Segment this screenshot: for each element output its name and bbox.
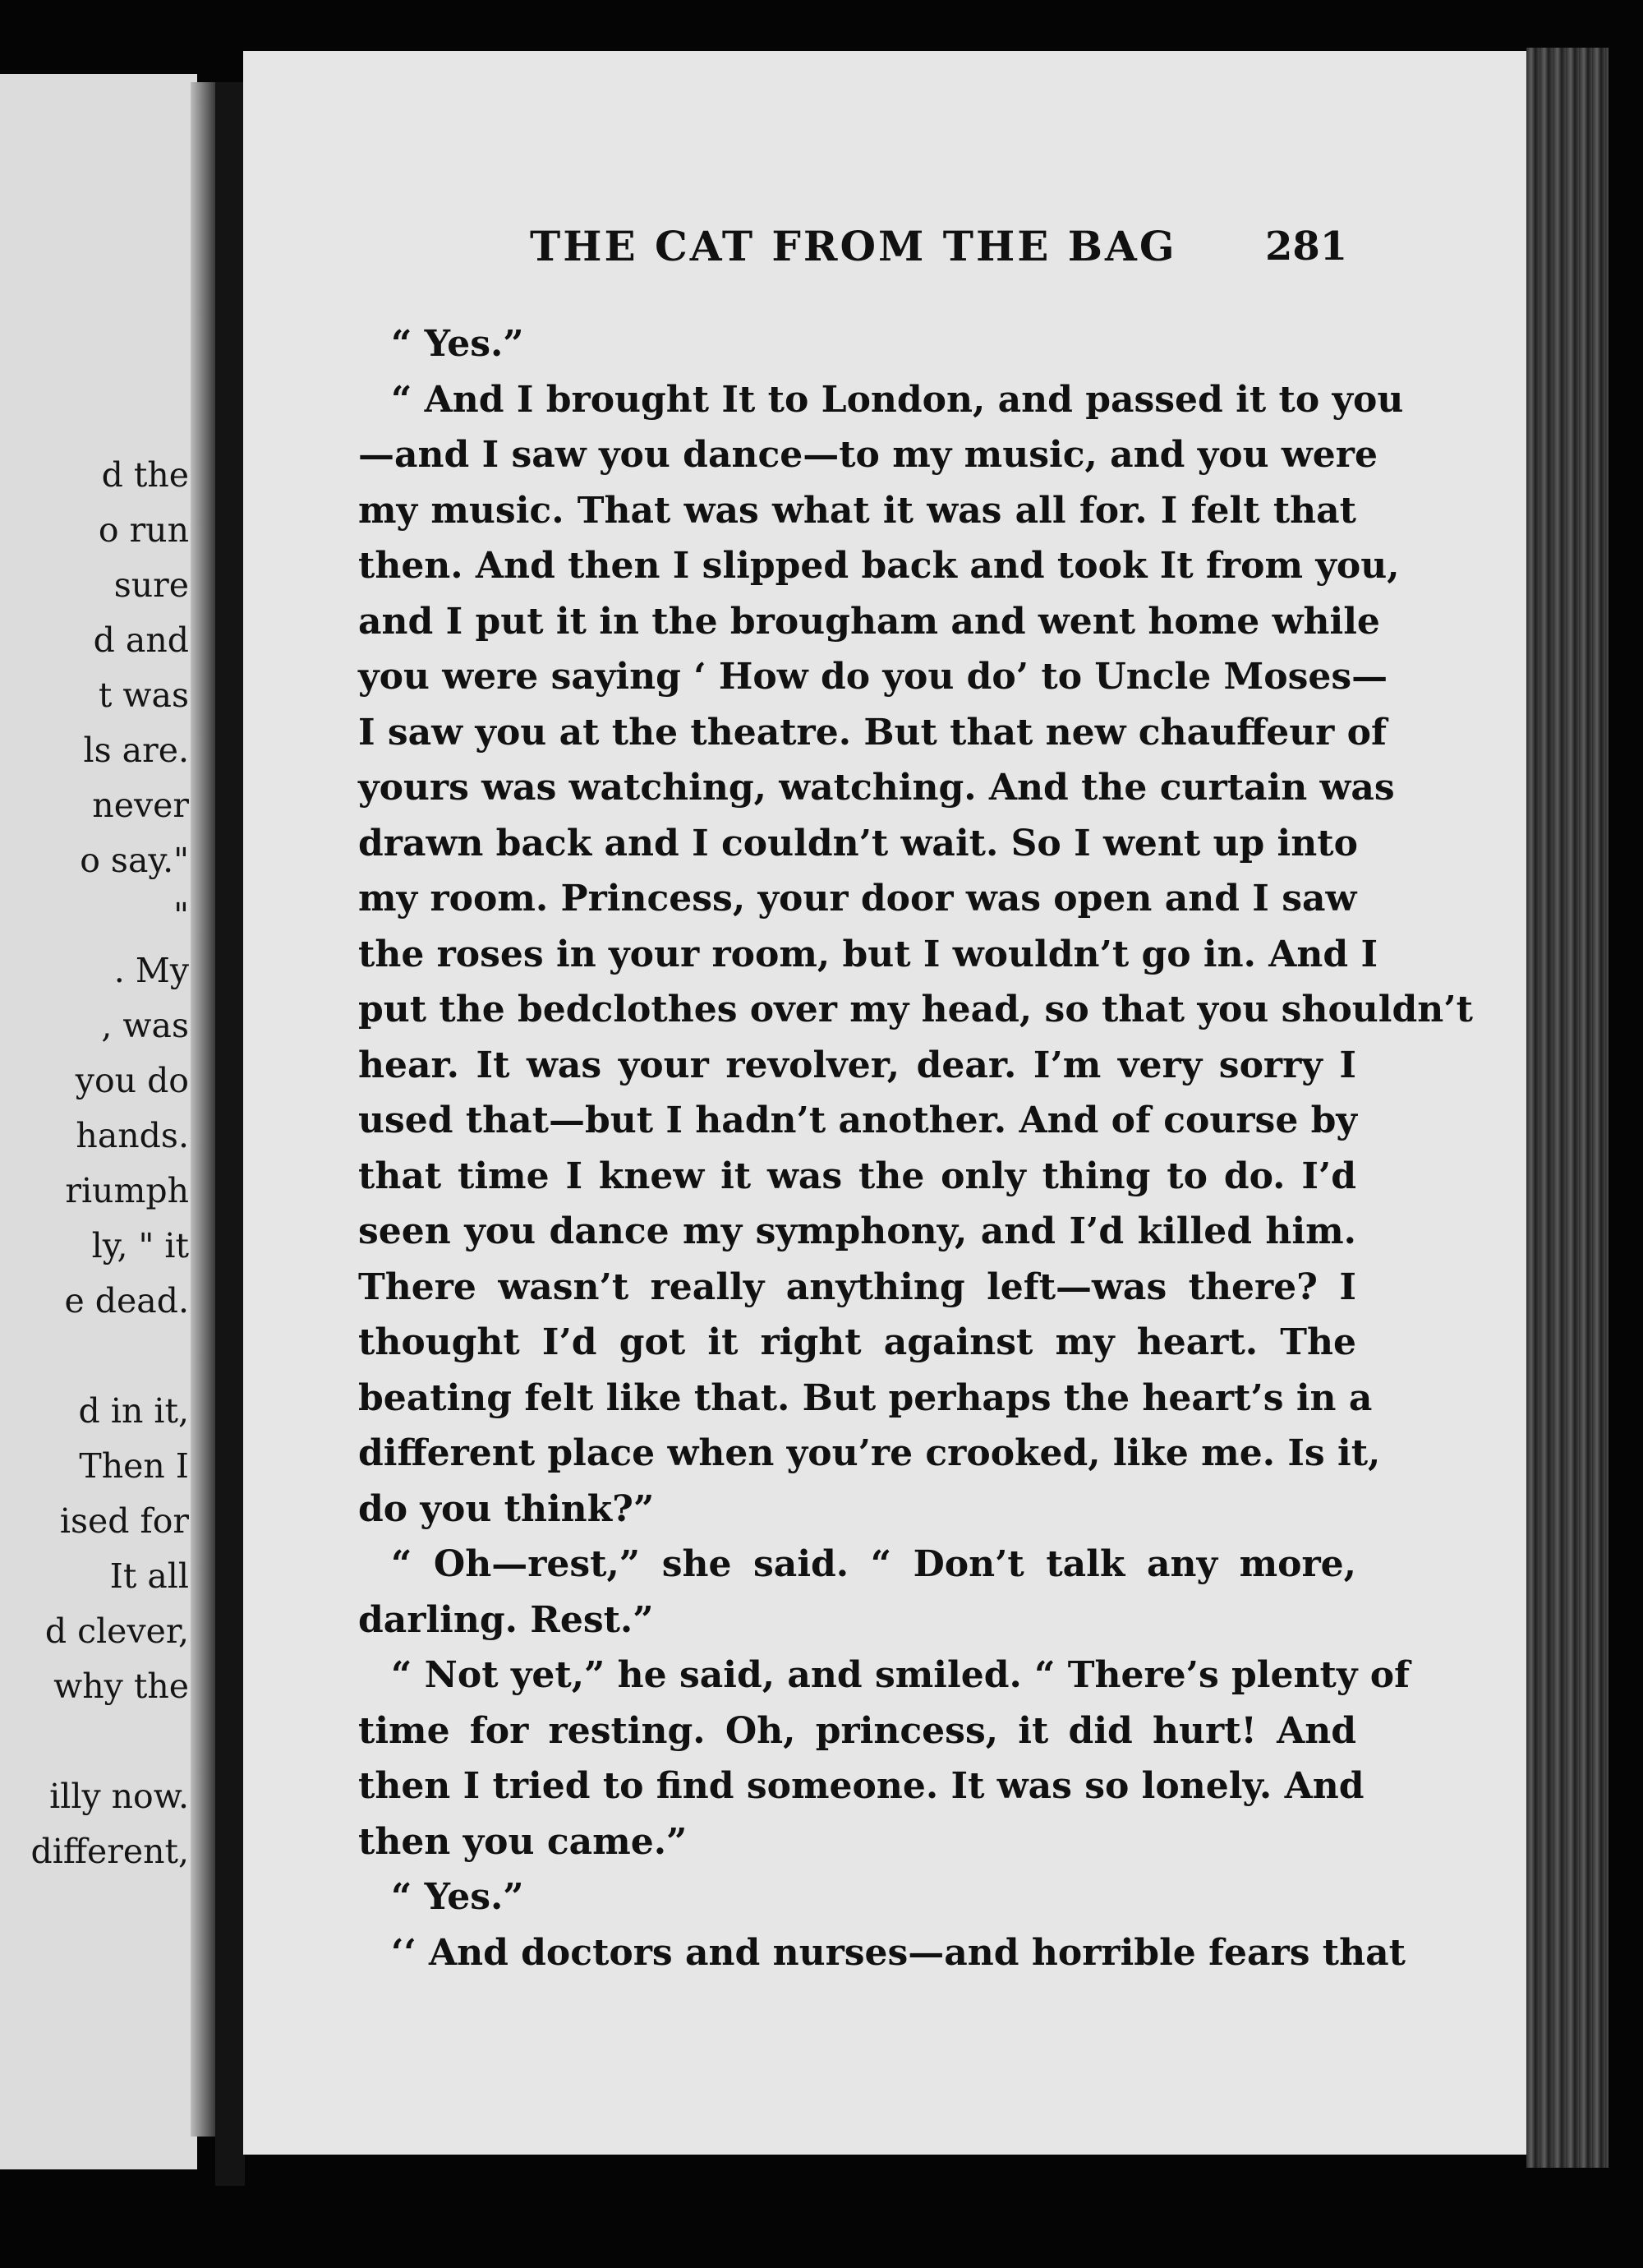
text-line: do you think?” [358,1487,655,1530]
left-line: t was [98,675,189,715]
left-line [0,1714,189,1769]
left-page-text [0,448,189,1879]
page-edges [1526,48,1608,2168]
text-line: There wasn’t really anything left—was there? I [358,1265,1356,1308]
left-line: o say." [80,841,189,880]
left-line: hands. [76,1116,189,1155]
left-line: ised for [59,1501,189,1541]
left-page [0,74,197,2169]
text-line: then. And then I slipped back and took It from you, [358,545,1400,587]
text-line: thought I’d got it right against my heart. The [358,1321,1356,1363]
left-line: ly, " it [91,1226,189,1265]
left-line: illy now. [49,1777,189,1816]
text-line: yours was watching, watching. And the curtain was [358,767,1395,809]
text-line: and I put it in the brougham and went home while [358,600,1380,643]
text-line: my music. That was what it was all for. I felt that [358,489,1356,532]
page-number: 281 [1265,224,1348,270]
book-gutter [215,82,245,2186]
text-line: drawn back and I couldn’t wait. So I went up into [358,822,1358,864]
text-line: used that—but I hadn’t another. And of course by [358,1099,1357,1141]
left-line: d clever, [44,1611,189,1651]
left-line [0,1329,189,1384]
left-line: " [173,896,189,935]
left-line: It all [109,1556,189,1596]
text-line: time for resting. Oh, princess, it did hurt! And [358,1709,1356,1752]
text-line: you were saying ‘ How do you do’ to Uncle Moses— [358,656,1388,698]
running-head: THE CAT FROM THE BAG [530,222,1177,270]
text-line: —and I saw you dance—to my music, and you were [358,434,1378,476]
left-line: , was [101,1006,189,1045]
left-line: you do [75,1061,189,1100]
text-line: different place when you’re crooked, like me. Is it, [358,1432,1381,1474]
text-line: darling. Rest.” [358,1598,654,1641]
left-line: different, [30,1832,189,1871]
text-line: “ Not yet,” he said, and smiled. “ There’s plenty of [391,1654,1410,1696]
text-line: ‘‘ And doctors and nurses—and horrible fears that [391,1931,1406,1974]
text-line: the roses in your room, but I wouldn’t go in. And I [358,933,1378,975]
text-line: “ Yes.” [391,1876,524,1918]
left-line: . My [113,951,189,990]
text-line: beating felt like that. But perhaps the heart’s in a [358,1376,1373,1419]
text-line: my room. Princess, your door was open and I saw [358,878,1357,920]
text-line: then I tried to find someone. It was so lonely. And [358,1765,1365,1807]
left-line: o run [98,510,189,550]
left-line: Then I [79,1446,189,1486]
text-line: put the bedclothes over my head, so that you shouldn’t [358,989,1473,1030]
left-line: never [92,786,189,825]
text-line: “ Oh—rest,” she said. “ Don’t talk any more, [391,1543,1356,1585]
text-line: hear. It was your revolver, dear. I’m very sorry I [358,1044,1356,1086]
left-line: d and [93,620,189,660]
text-line: “ Yes.” [391,323,524,365]
left-line: e dead. [64,1281,189,1321]
text-line: seen you dance my symphony, and I’d killed him. [358,1210,1356,1252]
left-line: d the [101,455,189,495]
text-line: “ And I brought It to London, and passed it to you [391,378,1404,421]
left-line: riumph [65,1171,189,1210]
body-text [358,316,1473,1980]
text-line: then you came.” [358,1820,688,1863]
left-page-shadow [191,82,215,2137]
left-line: why the [53,1666,189,1706]
left-line: sure [113,565,189,605]
text-line: I saw you at the theatre. But that new chauffeur of [358,711,1387,754]
text-line: that time I knew it was the only thing to do. I’d [358,1155,1356,1197]
left-line: ls are. [83,731,189,770]
left-line: d in it, [78,1391,189,1431]
